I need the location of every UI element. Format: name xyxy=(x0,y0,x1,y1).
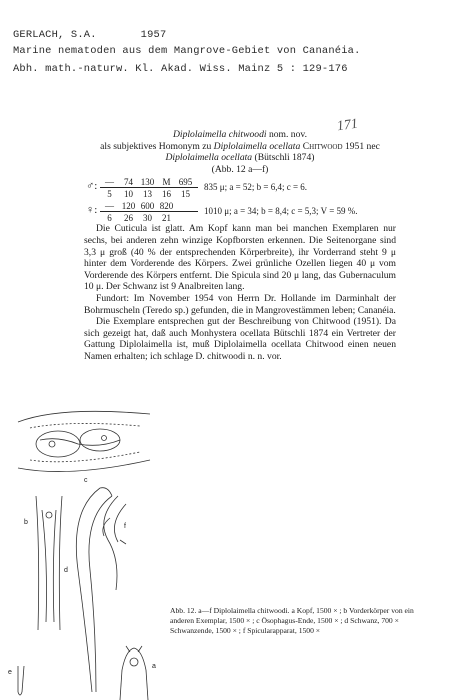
article-body xyxy=(84,129,396,363)
formula-value: 10 xyxy=(124,189,133,200)
citation-author-line xyxy=(13,29,166,41)
formula-value: 21 xyxy=(162,213,171,224)
male-measurements: 835 μ; a = 52; b = 6,4; c = 6. xyxy=(204,182,308,193)
formula-value: 74 xyxy=(124,177,133,188)
fraction-bar xyxy=(100,187,198,188)
species-name: Diplolaimella chitwoodi xyxy=(173,129,267,140)
drawing-c xyxy=(18,411,150,471)
figure-label-a: a xyxy=(152,663,156,670)
figure-caption xyxy=(170,606,474,636)
figure-label-f: f xyxy=(124,523,126,530)
species-status: nom. nov. xyxy=(268,129,307,140)
formula-value: — xyxy=(105,177,114,188)
caption-line: Schwanzende, 1500 × ; f Spicularapparat, 1500 × xyxy=(170,626,321,635)
locality-paragraph: Fundort: Im November 1954 von Herrn Dr. Hollande im Darminhalt der Bohrmuscheln (Teredo sp.) gefunden, die in Mangrovestämmen leben; Cananéia. xyxy=(84,292,396,316)
figure-label-d: d xyxy=(64,567,68,574)
formula-value: 26 xyxy=(124,213,133,224)
homonym-taxon: Diplolaimella ocellata xyxy=(213,140,301,152)
citation-year: 1957 xyxy=(140,29,167,41)
fraction-bar xyxy=(100,211,198,212)
caption-line: anderen Exemplar, 1500 × ; c Ösophagus-Ende, 1500 × ; d Schwanz, 700 × xyxy=(170,616,399,625)
formula-value: 820 xyxy=(159,201,174,212)
formula-value: 120 xyxy=(121,201,136,212)
drawing-f xyxy=(103,496,126,590)
male-symbol: ♂: xyxy=(86,180,98,193)
senior-taxon: Diplolaimella ocellata xyxy=(165,152,253,164)
male-formula xyxy=(84,177,396,199)
formula-value: 695 xyxy=(178,177,193,188)
figure-12-drawings xyxy=(0,400,170,700)
citation-author: GERLACH, S.A. xyxy=(13,29,97,41)
drawing-d xyxy=(76,488,112,692)
female-symbol: ♀: xyxy=(86,204,98,217)
formula-value: 6 xyxy=(107,213,112,224)
formula-value: 5 xyxy=(107,189,112,200)
description-paragraph: Die Cuticula ist glatt. Am Kopf kann man bei manchen Exemplaren nur sechs, bei anderen zehn winzige Kopfborsten erkennen. Die Seitenorgane sind 3,3 μ groß (40 % der entsprechenden Körperbreite), ihr Vorderrand steht 9 μ hinter dem Vorderende des Körpers. Zwei grünliche Ozellen liegen 40 μ vom Vorderende des Körpers entfernt. Die Spicula sind 20 μ lang, das Gubernaculum 10 μ. Der Schwanz ist 9 Analbreiten lang. xyxy=(84,223,396,293)
figure-label-b: b xyxy=(24,519,28,526)
drawing-b xyxy=(36,496,62,630)
formula-value: 130 xyxy=(140,177,155,188)
remarks-paragraph: Die Exemplare entsprechen gut der Beschreibung von Chitwood (1951). Da sich gezeigt hat, daß auch Monhystera ocellata Bütschli 1874 ein Vertreter der Gattung Diplolaimella ist, muß Diplolaimella ocellata Chitwood einen neuen Namen erhalten; ich schlage D. chitwoodi n. n. vor. xyxy=(84,316,396,362)
homonym-suffix: 1951 nec xyxy=(344,140,380,152)
formula-value: 15 xyxy=(181,189,190,200)
figure-reference: (Abb. 12 a—f) xyxy=(211,163,269,175)
homonym-prefix: als subjektives Homonym zu xyxy=(100,140,212,152)
species-heading xyxy=(84,129,396,175)
figure-label-e: e xyxy=(8,669,12,676)
drawing-e xyxy=(18,666,24,695)
handwritten-page-number: 171 xyxy=(335,116,359,135)
female-formula xyxy=(84,201,396,223)
figure-label-c: c xyxy=(84,477,88,484)
citation-title: Marine nematoden aus dem Mangrove-Gebiet von Cananéia. xyxy=(13,45,361,57)
homonym-author: Chitwood xyxy=(302,140,343,152)
formula-value: — xyxy=(105,201,114,212)
drawing-a xyxy=(120,646,148,700)
formula-value: 30 xyxy=(143,213,152,224)
caption-line: Abb. 12. a—f Diplolaimella chitwoodi. a Kopf, 1500 × ; b Vorderkörper von ein xyxy=(170,606,414,615)
formula-value: 13 xyxy=(143,189,152,200)
formula-value: M xyxy=(162,177,171,188)
formula-value: 16 xyxy=(162,189,171,200)
senior-author: (Bütschli 1874) xyxy=(254,152,315,164)
formula-value: 600 xyxy=(140,201,155,212)
citation-source: Abh. math.-naturw. Kl. Akad. Wiss. Mainz 5 : 129-176 xyxy=(13,63,348,75)
female-measurements: 1010 μ; a = 34; b = 8,4; c = 5,3; V = 59 %. xyxy=(204,206,358,217)
